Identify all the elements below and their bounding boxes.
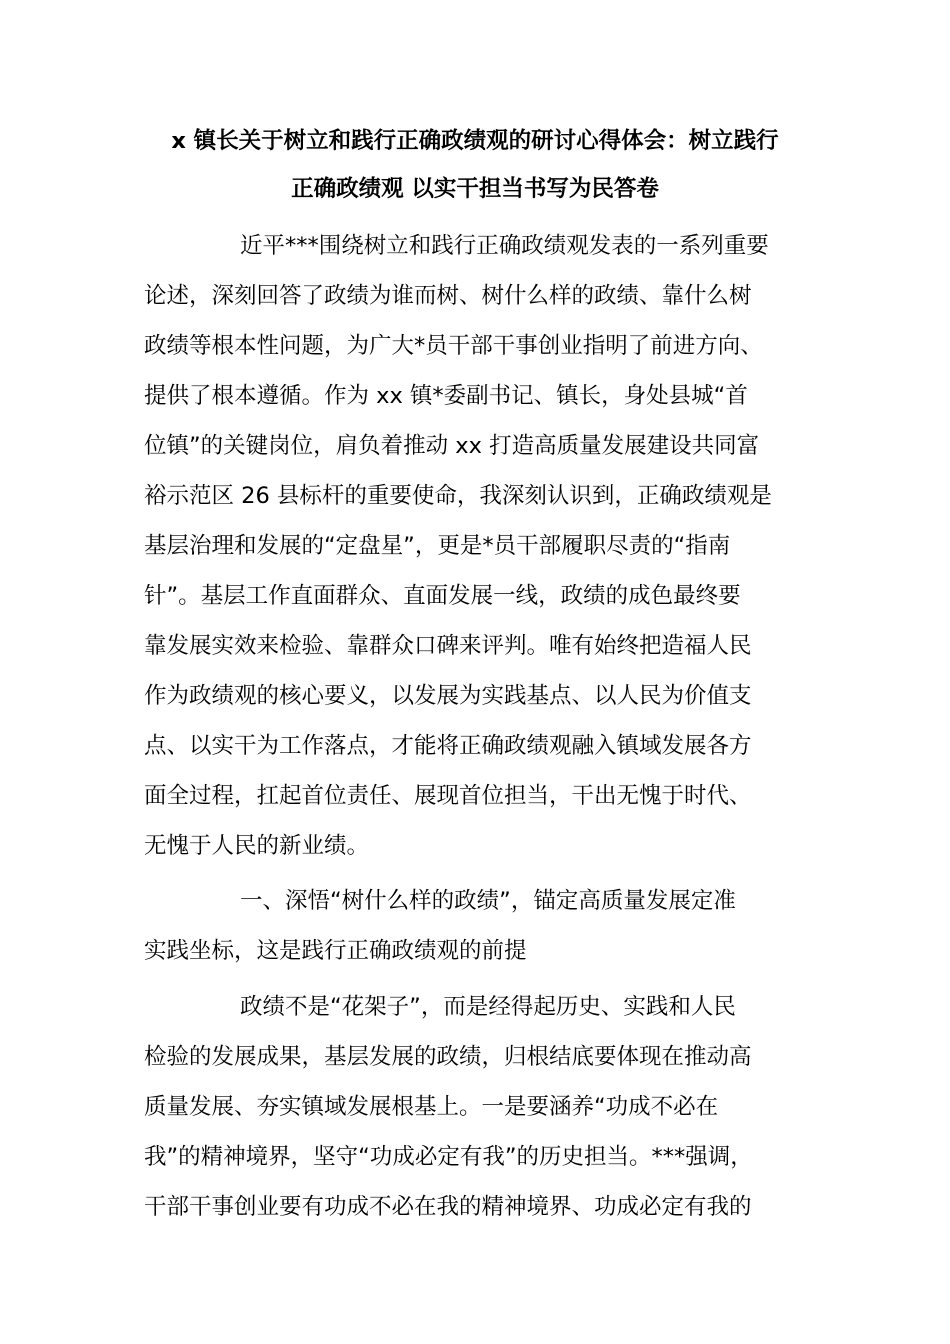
- paragraph-line: 基层治理和发展的“定盘星”，更是*员干部履职尽责的“指南: [144, 533, 731, 559]
- paragraph-line: 位镇”的关键岗位，肩负着推动 xx 打造高质量发展建设共同富: [144, 433, 760, 459]
- paragraph-line: 近平***围绕树立和践行正确政绩观发表的一系列重要: [240, 233, 769, 259]
- section-heading-line-2: 实践坐标，这是践行正确政绩观的前提: [144, 938, 527, 964]
- paragraph-line: 检验的发展成果，基层发展的政绩，归根结底要体现在推动高: [144, 1044, 752, 1070]
- paragraph-line: 针”。基层工作直面群众、直面发展一线，政绩的成色最终要: [144, 583, 741, 609]
- paragraph-line: 裕示范区 26 县标杆的重要使命，我深刻认识到，正确政绩观是: [144, 483, 772, 509]
- paragraph-line: 靠发展实效来检验、靠群众口碑来评判。唯有始终把造福人民: [144, 633, 752, 659]
- paragraph-line: 点、以实干为工作落点，才能将正确政绩观融入镇域发展各方: [144, 733, 752, 759]
- paragraph-line: 干部干事创业要有功成不必在我的精神境界、功成必定有我的: [144, 1194, 752, 1220]
- paragraph-line: 我”的精神境界，坚守“功成必定有我”的历史担当。***强调，: [144, 1144, 753, 1170]
- document-title-line-1: x 镇长关于树立和践行正确政绩观的研讨心得体会：树立践行: [171, 128, 779, 154]
- document-title-line-2: 正确政绩观 以实干担当书写为民答卷: [291, 176, 659, 202]
- paragraph-line: 质量发展、夯实镇域发展根基上。一是要涵养“功成不必在: [144, 1094, 719, 1120]
- paragraph-line: 面全过程，扛起首位责任、展现首位担当，干出无愧于时代、: [144, 783, 752, 809]
- paragraph-line: 提供了根本遵循。作为 xx 镇*委副书记、镇长，身处县城“首: [144, 383, 748, 409]
- section-heading-line-1: 一、深悟“树什么样的政绩”，锚定高质量发展定准: [240, 888, 736, 914]
- paragraph-line: 政绩等根本性问题，为广大*员干部干事创业指明了前进方向、: [144, 333, 763, 359]
- paragraph-line: 政绩不是“花架子”，而是经得起历史、实践和人民: [240, 994, 736, 1020]
- paragraph-line: 无愧于人民的新业绩。: [144, 833, 370, 859]
- paragraph-line: 作为政绩观的核心要义，以发展为实践基点、以人民为价值支: [144, 683, 752, 709]
- paragraph-line: 论述，深刻回答了政绩为谁而树、树什么样的政绩、靠什么树: [144, 283, 752, 309]
